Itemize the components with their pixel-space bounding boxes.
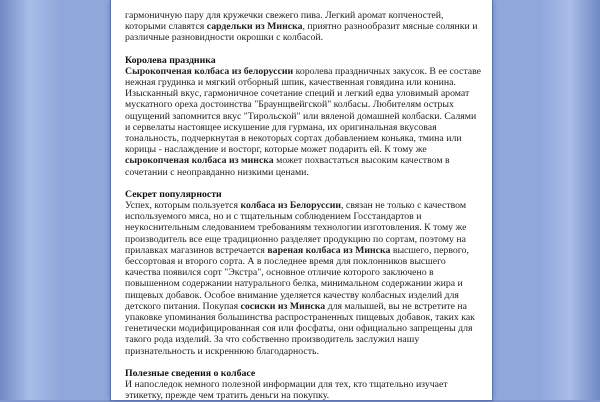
section-queen-keyword-2: сырокопченая колбаса из минска xyxy=(125,155,274,167)
intro-text: гармоничную пару для кружечки свежего пива. Легкий аромат копченостей, которыми славятся xyxy=(125,10,444,33)
section-secret-keyword-1: колбаса из Белоруссии xyxy=(240,200,341,212)
section-queen-paragraph xyxy=(125,66,481,178)
article-content xyxy=(125,10,481,402)
section-secret-text-1: Успех, которым пользуется xyxy=(125,200,241,212)
section-info-paragraph: И напоследок немного полезной информации для тех, кто тщательно изучает этикетку, прежде чем тратить деньги на покупку. xyxy=(125,379,448,402)
intro-keyword: сардельки из Минска xyxy=(206,21,303,33)
intro-paragraph xyxy=(125,10,481,44)
spacer xyxy=(125,178,481,189)
section-secret-text-3: высшего, первого, бессортовая и второго сорта. А в последнее время для поклонников высшего качества появился сорт "Экстра", основное отличие которого заключено в повышенном содержании натурального белка, минимальном содержании жира и пищевых добавок. Особое внимание уделяется качеству колбасных изделий для детского питания. Покупая xyxy=(125,244,469,312)
section-secret-title: Секрет популярности xyxy=(125,188,222,200)
section-secret-text-2: , связан не только с качеством используемого мяса, но и с тщательным соблюдением Госстандартов и неукоснительным следованием требованиям технологии изготовления. К тому же производитель все еще традиционно разделяет продукцию по сортам, поэтому на прилавках магазинов встречается xyxy=(125,200,467,256)
document-page[interactable] xyxy=(111,0,492,400)
section-secret-keyword-3: сосиски из Минска xyxy=(240,300,326,312)
section-info-title: Полезные сведения о колбасе xyxy=(125,367,256,379)
intro-text-end: , приятно разнообразит мясные солянки и различные разновидности окрошки с колбасой. xyxy=(125,21,478,44)
section-secret-keyword-2: вареная колбаса из Минска xyxy=(267,244,391,256)
section-secret-paragraph xyxy=(125,200,481,357)
spacer xyxy=(125,357,481,368)
section-secret-text-4: для малышей, вы не встретите на упаковке упоминания большинства распространенных пищевых добавок, таких как генетически модифицированная соя или фосфаты, они официально запрещены для такого рода изделий. За что собственно производитель заслужил нашу признательность и искреннюю благодарность. xyxy=(125,300,475,357)
spacer xyxy=(125,44,481,55)
section-queen-text-2: может похвастаться высоким качеством в сочетании с неоправданно низкими ценами. xyxy=(125,155,450,178)
section-queen-keyword-1: Сырокопченая колбаса из белоруссии xyxy=(125,65,294,77)
section-queen-title: Королева праздника xyxy=(125,54,216,66)
section-queen-text-1: королева праздничных закусок. В ее составе нежная грудинка и мягкий отборный шпик, качественная говядина или конина. Изысканный вкус, гармоничное сочетание специй и легкий едва уловимый аромат мускатного ореха достоинства "Браунщвейгской" колбасы. Любителям острых ощущений запомнится вкус "Тирольской" или вяленой домашней колбаски. Салями и сервелаты настоящее искушение для гурмана, их оригинальная вкусовая тональность, подчеркнутая в некоторых сортах добавлением коньяка, тмина или корицы - наслаждение и восторг, которые может подарить ей. К тому же xyxy=(125,65,481,156)
